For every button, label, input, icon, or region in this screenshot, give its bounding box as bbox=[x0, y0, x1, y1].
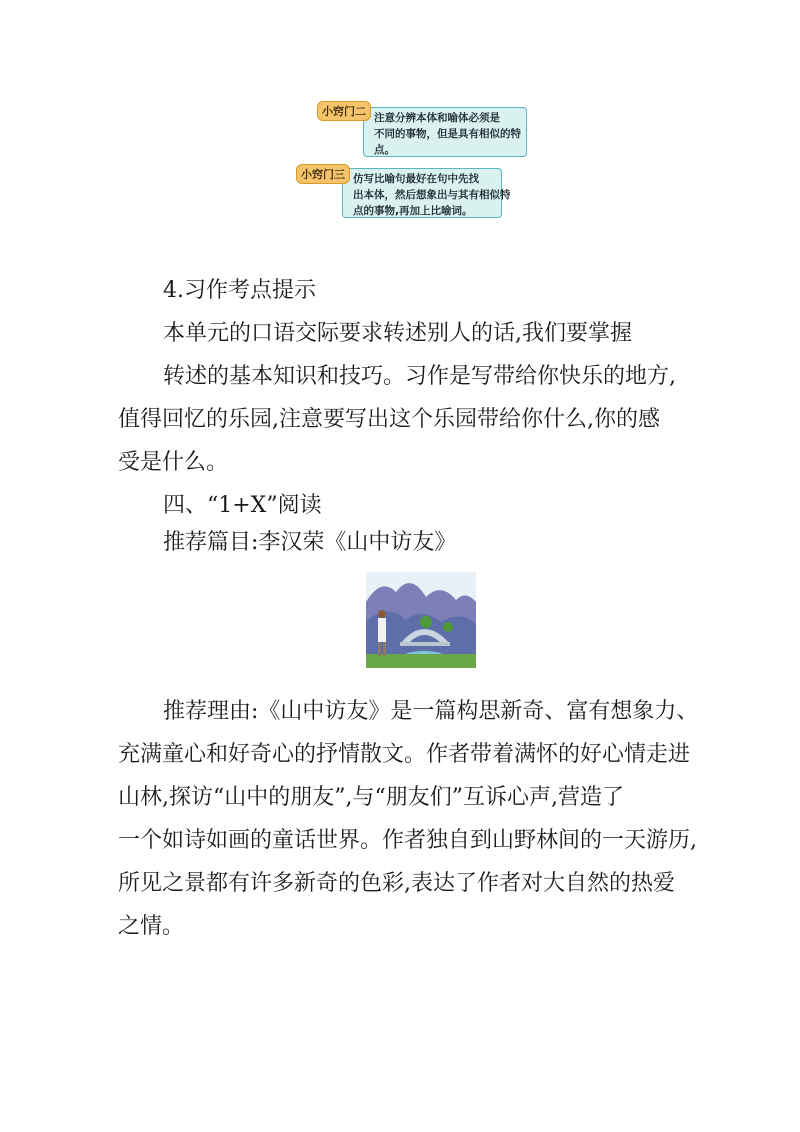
tip-box-3 bbox=[296, 164, 511, 220]
paragraph-line: 一个如诗如画的童话世界。作者独自到山野林间的一天游历, bbox=[118, 828, 697, 853]
tip-box-2 bbox=[317, 101, 527, 157]
tip-line: 仿写比喻句最好在句中先找 bbox=[353, 173, 479, 185]
paragraph-line: 本单元的口语交际要求转述别人的话,我们要掌握 bbox=[163, 321, 632, 346]
tip-badge-2: 小窍门二 bbox=[317, 101, 371, 121]
tip-content-3 bbox=[342, 168, 511, 218]
recommended-title: 推荐篇目:李汉荣《山中访友》 bbox=[163, 530, 457, 555]
tip-line: 出本体，然后想象出与其有相似特 bbox=[353, 189, 511, 201]
tip-line: 注意分辨本体和喻体必须是 bbox=[374, 112, 500, 124]
paragraph-line: 之情。 bbox=[118, 914, 185, 939]
tip-badge-3: 小窍门三 bbox=[296, 164, 350, 184]
tip-content-2 bbox=[363, 107, 527, 157]
mountain-bridge-illustration bbox=[366, 572, 476, 668]
tip-line: 不同的事物，但是具有相似的特 bbox=[374, 128, 521, 140]
section-4-heading: 4.习作考点提示 bbox=[163, 278, 316, 303]
paragraph-line: 转述的基本知识和技巧。习作是写带给你快乐的地方, bbox=[163, 364, 676, 389]
tip-line: 点的事物,再加上比喻词。 bbox=[353, 205, 473, 217]
paragraph-line: 充满童心和好奇心的抒情散文。作者带着满怀的好心情走进 bbox=[118, 742, 691, 767]
reading-heading: 四、“1+X”阅读 bbox=[163, 493, 322, 518]
tip-line: 点。 bbox=[374, 144, 395, 156]
paragraph-line: 受是什么。 bbox=[118, 450, 229, 475]
paragraph-line: 山林,探访“山中的朋友”,与“朋友们”互诉心声,营造了 bbox=[118, 785, 624, 810]
paragraph-line: 值得回忆的乐园,注意要写出这个乐园带给你什么,你的感 bbox=[118, 407, 660, 432]
paragraph-line: 所见之景都有许多新奇的色彩,表达了作者对大自然的热爱 bbox=[118, 871, 675, 896]
paragraph-line: 推荐理由:《山中访友》是一篇构思新奇、富有想象力、 bbox=[163, 699, 699, 724]
